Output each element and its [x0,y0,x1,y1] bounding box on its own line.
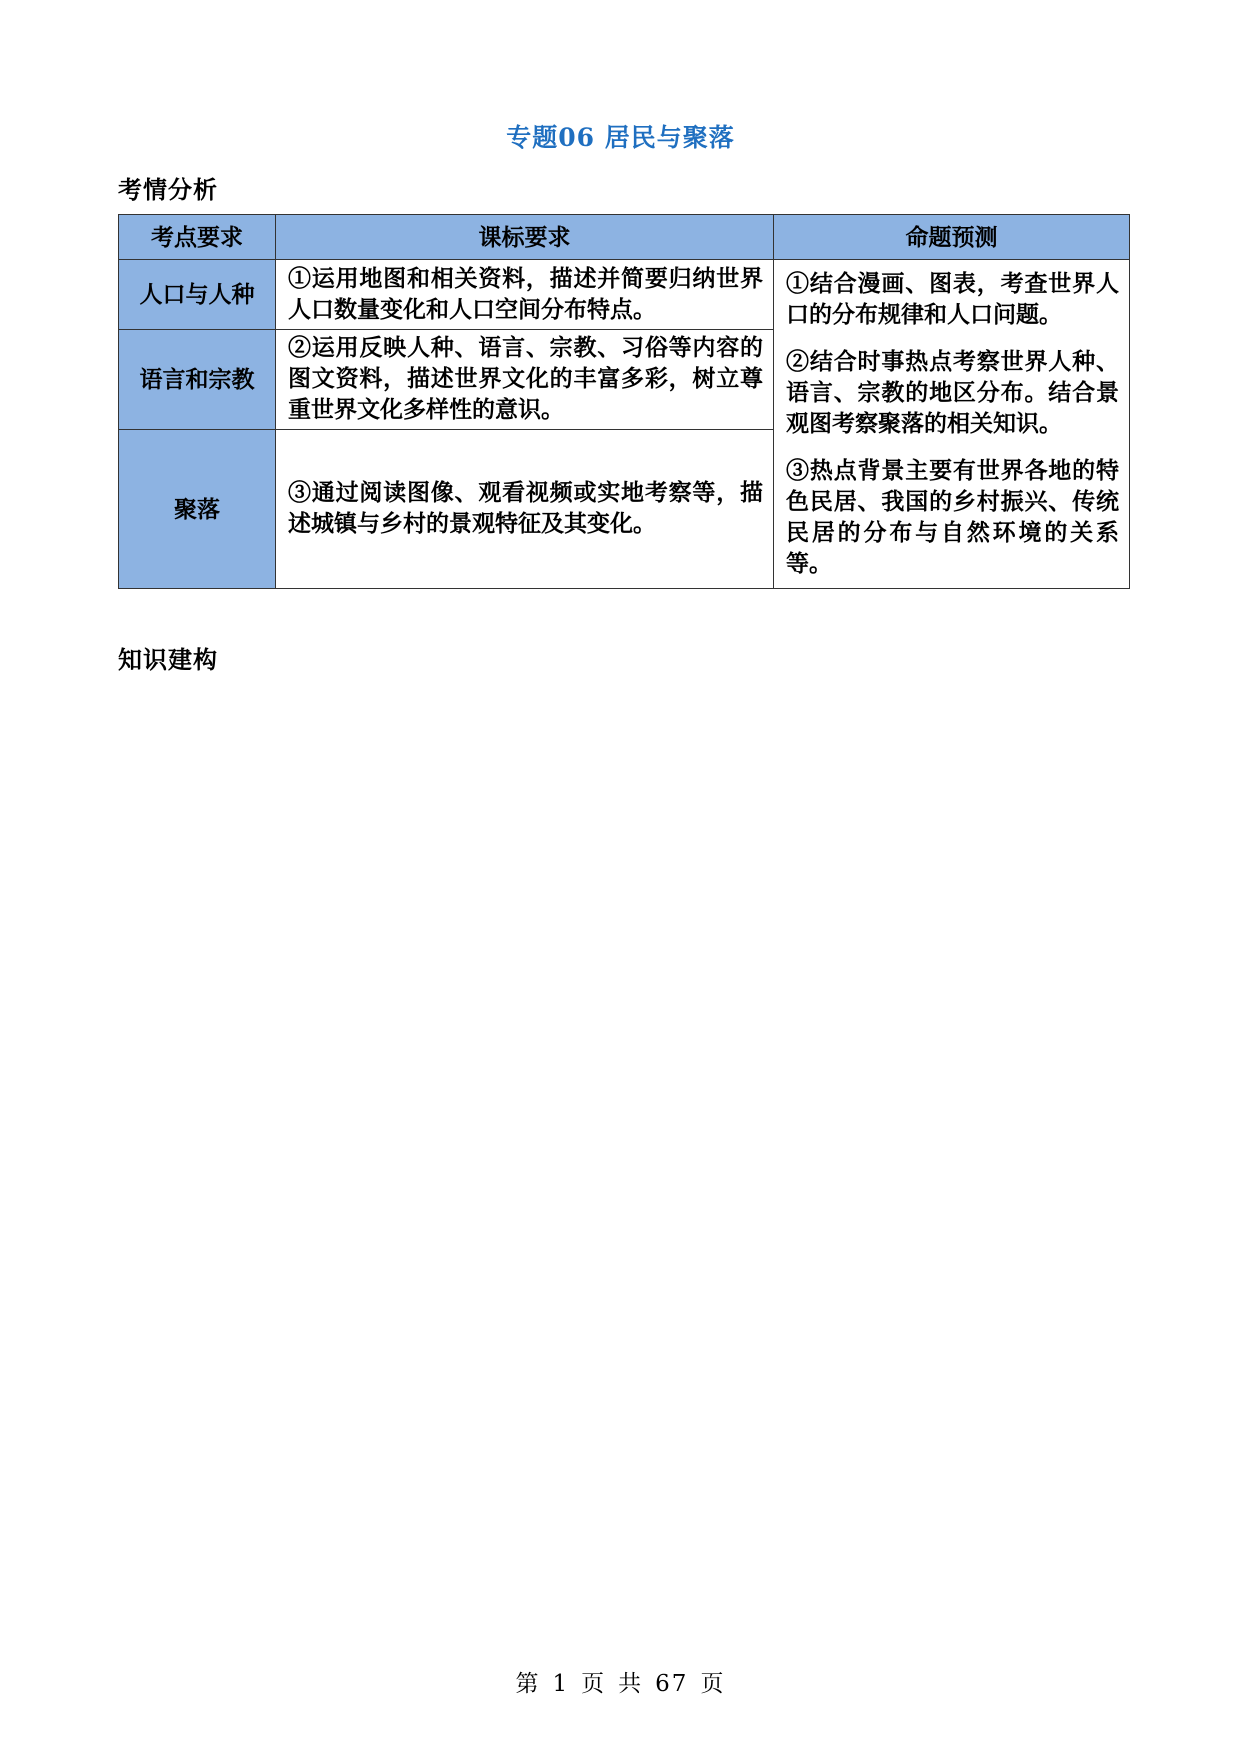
table-header-row [119,215,1130,260]
prediction-item: ②结合时事热点考察世界人种、语言、宗教的地区分布。结合景观图考察聚落的相关知识。 [786,347,1119,437]
prediction-cell [774,260,1130,589]
prediction-item: ③热点背景主要有世界各地的特色民居、我国的乡村振兴、传统民居的分布与自然环境的关系等。 [786,456,1119,577]
topic-cell: 语言和宗教 [119,330,276,430]
standard-cell: ③通过阅读图像、观看视频或实地考察等，描述城镇与乡村的景观特征及其变化。 [276,430,774,589]
exam-analysis-table [118,214,1130,589]
table-row [119,260,1130,330]
topic-cell: 人口与人种 [119,260,276,330]
footer-label: 共 [618,1671,644,1697]
section-heading-exam-analysis: 考情分析 [118,175,218,204]
section-heading-knowledge-construction: 知识建构 [118,645,218,674]
footer-label: 页 [700,1671,726,1697]
prediction-item: ①结合漫画、图表，考查世界人口的分布规律和人口问题。 [786,269,1119,328]
header-standard: 课标要求 [276,215,774,260]
page-footer [0,1665,1241,1698]
topic-cell: 聚落 [119,430,276,589]
header-topic: 考点要求 [119,215,276,260]
header-prediction: 命题预测 [774,215,1130,260]
footer-page-number: 1 [552,1671,570,1697]
standard-cell: ①运用地图和相关资料，描述并简要归纳世界人口数量变化和人口空间分布特点。 [276,260,774,330]
standard-cell: ②运用反映人种、语言、宗教、习俗等内容的图文资料，描述世界文化的丰富多彩，树立尊重世界文化多样性的意识。 [276,330,774,430]
page-title: 专题06 居民与聚落 [506,123,735,152]
footer-label: 第 [515,1671,541,1697]
footer-label: 页 [581,1671,607,1697]
footer-total-pages: 67 [655,1671,689,1697]
